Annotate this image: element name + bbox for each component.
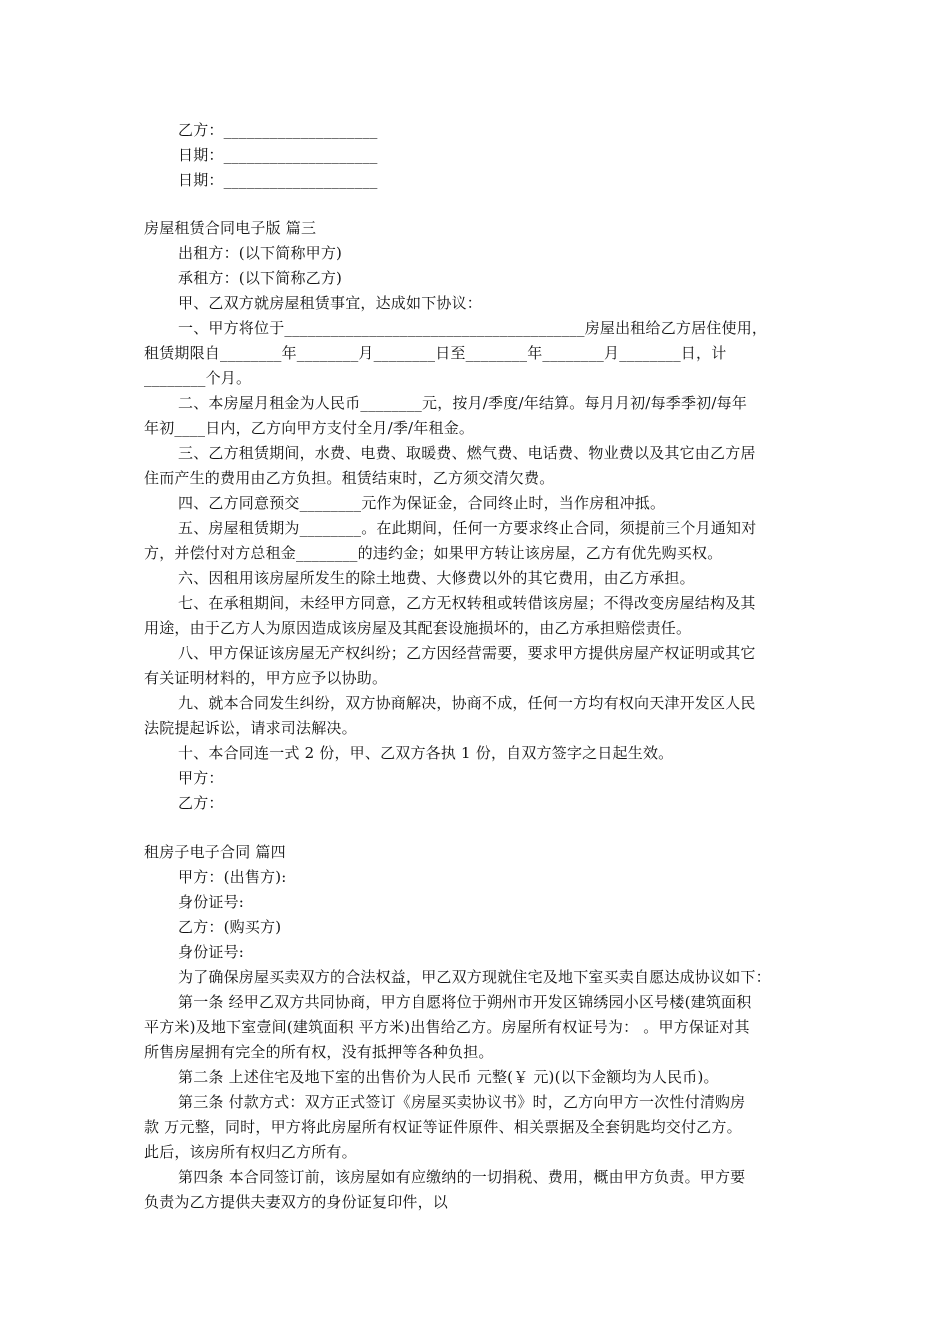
paragraph-line: 此后，该房所有权归乙方所有。 (144, 1143, 357, 1161)
paragraph-line: 承租方：(以下简称乙方) (178, 269, 343, 287)
signature-party-b: 乙方：____________________ (178, 121, 378, 139)
paragraph-line: 用途，由于乙方人为原因造成该房屋及其配套设施损坏的，由乙方承担赔偿责任。 (144, 619, 692, 637)
paragraph-line: 四、乙方同意预交________元作为保证金，合同终止时，当作房租冲抵。 (178, 494, 666, 512)
paragraph-line: 有关证明材料的，甲方应予以协助。 (144, 669, 388, 687)
paragraph-line: 八、甲方保证该房屋无产权纠纷；乙方因经营需要，要求甲方提供房屋产权证明或其它 (178, 644, 756, 662)
paragraph-line: 二、本房屋月租金为人民币________元，按月/季度/年结算。每月月初/每季季初/每年 (178, 394, 748, 412)
paragraph-line: 法院提起诉讼，请求司法解决。 (144, 719, 357, 737)
paragraph-line: 身份证号: (178, 893, 245, 911)
paragraph-line: ________个月。 (144, 369, 252, 387)
paragraph-line: 年初____日内，乙方向甲方支付全月/季/年租金。 (144, 419, 475, 437)
paragraph-line: 七、在承租期间，未经甲方同意，乙方无权转租或转借该房屋；不得改变房屋结构及其 (178, 594, 756, 612)
paragraph-line: 十、本合同连一式 2 份，甲、乙双方各执 1 份，自双方签字之日起生效。 (178, 744, 674, 762)
paragraph-line: 负责为乙方提供夫妻双方的身份证复印件，以 (144, 1193, 449, 1211)
signature-date: 日期：____________________ (178, 171, 378, 189)
paragraph-line: 第一条 经甲乙双方共同协商，甲方自愿将位于朔州市开发区锦绣园小区号楼(建筑面积 (178, 993, 752, 1011)
signature-date: 日期：____________________ (178, 146, 378, 164)
paragraph-line: 五、房屋租赁期为________。在此期间，任何一方要求终止合同，须提前三个月通知对 (178, 519, 757, 537)
paragraph-line: 甲、乙双方就房屋租赁事宜，达成如下协议： (178, 294, 483, 312)
paragraph-line: 身份证号: (178, 943, 245, 961)
paragraph-line: 住而产生的费用由乙方负担。租赁结束时，乙方须交清欠费。 (144, 469, 555, 487)
section-title: 房屋租赁合同电子版 篇三 (144, 219, 317, 237)
paragraph-line: 出租方：(以下简称甲方) (178, 244, 343, 262)
paragraph-line: 第三条 付款方式：双方正式签订《房屋买卖协议书》时，乙方向甲方一次性付清购房 (178, 1093, 746, 1111)
paragraph-line: 三、乙方租赁期间，水费、电费、取暖费、燃气费、电话费、物业费以及其它由乙方居 (178, 444, 756, 462)
paragraph-line: 租赁期限自________年________月________日至________年________月________日，计 (144, 344, 727, 362)
paragraph-line: 甲方：(出售方): (178, 868, 287, 886)
section-title: 租房子电子合同 篇四 (144, 843, 286, 861)
signature-party-b: 乙方： (178, 794, 224, 812)
paragraph-line: 方，并偿付对方总租金________的违约金；如果甲方转让该房屋，乙方有优先购买权。 (144, 544, 723, 562)
signature-party-a: 甲方： (178, 769, 224, 787)
paragraph-line: 九、就本合同发生纠纷，双方协商解决，协商不成，任何一方均有权向天津开发区人民 (178, 694, 756, 712)
paragraph-line: 六、因租用该房屋所发生的除土地费、大修费以外的其它费用，由乙方承担。 (178, 569, 695, 587)
paragraph-line: 平方米)及地下室壹间(建筑面积 平方米)出售给乙方。房屋所有权证号为： 。甲方保证对其 (144, 1018, 750, 1036)
paragraph-line: 第四条 本合同签订前，该房屋如有应缴纳的一切捐税、费用，概由甲方负责。甲方要 (178, 1168, 746, 1186)
paragraph-line: 一、甲方将位于_______________________________________房屋出租给乙方居住使用， (178, 319, 768, 337)
paragraph-line: 款 万元整，同时，甲方将此房屋所有权证等证件原件、相关票据及全套钥匙均交付乙方。 (144, 1118, 742, 1136)
paragraph-line: 乙方：(购买方) (178, 918, 282, 936)
paragraph-line: 为了确保房屋买卖双方的合法权益，甲乙双方现就住宅及地下室买卖自愿达成协议如下： (178, 968, 771, 986)
paragraph-line: 所售房屋拥有完全的所有权，没有抵押等各种负担。 (144, 1043, 494, 1061)
paragraph-line: 第二条 上述住宅及地下室的出售价为人民币 元整(￥ 元)(以下金额均为人民币)。 (178, 1068, 719, 1086)
